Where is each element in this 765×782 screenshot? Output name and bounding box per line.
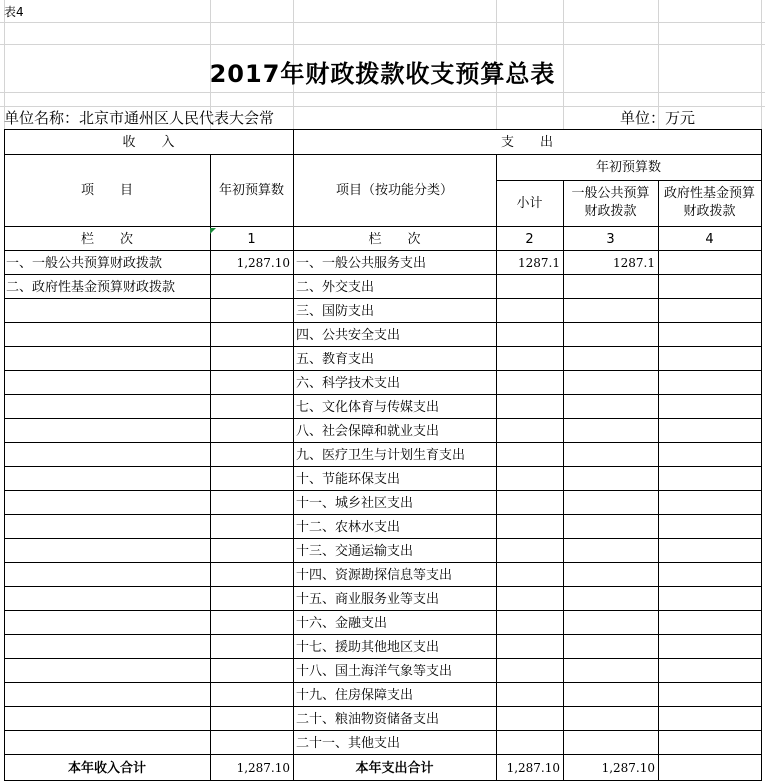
- expense-item-name: 八、社会保障和就业支出: [296, 423, 440, 439]
- expense-item-general: [563, 347, 658, 371]
- expense-total-general: 1,287.10: [601, 761, 655, 775]
- expense-item-general: [563, 275, 658, 299]
- sheet-gridline: [0, 106, 765, 107]
- expense-item-name: 十四、资源勘探信息等支出: [296, 567, 453, 583]
- expense-item-name: 十二、农林水支出: [296, 519, 401, 535]
- expense-item-name: 十五、商业服务业等支出: [296, 591, 440, 607]
- expense-item-name: 十七、援助其他地区支出: [296, 639, 440, 655]
- column-index-1: 1: [247, 231, 256, 247]
- expense-item-fund: [658, 419, 761, 443]
- expense-item-subtotal: [496, 539, 563, 563]
- expense-item-fund: [658, 467, 761, 491]
- expense-item-general: [563, 659, 658, 683]
- expense-item-subtotal: [496, 611, 563, 635]
- table-border: [4, 780, 762, 781]
- expense-item-name: 二十一、其他支出: [296, 735, 401, 751]
- expense-item-general: [563, 539, 658, 563]
- general-budget-header: 一般公共预算财政拨款: [571, 186, 650, 219]
- expense-item-name: 六、科学技术支出: [296, 375, 401, 391]
- expense-item-subtotal: [496, 635, 563, 659]
- income-item-value: [210, 275, 293, 299]
- column-index-4: 4: [705, 231, 714, 247]
- expense-item-fund: [658, 323, 761, 347]
- expense-item-subtotal: [496, 731, 563, 755]
- expense-total-label: 本年支出合计: [355, 760, 434, 776]
- income-total-value: 1,287.10: [236, 761, 290, 775]
- expense-item-name: 二十、粮油物资储备支出: [296, 711, 440, 727]
- expense-item-fund: [658, 659, 761, 683]
- expense-item-subtotal: [496, 683, 563, 707]
- expense-item-general: [563, 635, 658, 659]
- expense-item-name: 十六、金融支出: [296, 615, 388, 631]
- expense-item-name: 九、医疗卫生与计划生育支出: [296, 447, 466, 463]
- expense-item-fund: [658, 371, 761, 395]
- expense-total-subtotal: 1,287.10: [506, 761, 560, 775]
- expense-item-name: 四、公共安全支出: [296, 327, 401, 343]
- sheet-gridline: [0, 44, 765, 45]
- expense-item-general: [563, 323, 658, 347]
- expense-item-fund: [658, 611, 761, 635]
- expense-item-general: [563, 611, 658, 635]
- expense-item-subtotal: [496, 323, 563, 347]
- income-total-label: 本年收入合计: [67, 760, 146, 776]
- expense-item-fund: [658, 707, 761, 731]
- page-title: 2017年财政拨款收支预算总表: [209, 60, 556, 88]
- table-border: [761, 129, 762, 781]
- expense-item-fund: [658, 443, 761, 467]
- expense-item-fund: [658, 251, 761, 275]
- expense-item-general: [563, 299, 658, 323]
- sheet-gridline: [0, 92, 765, 93]
- income-item-value: 1,287.10: [236, 256, 290, 270]
- expense-item-name: 十三、交通运输支出: [296, 543, 414, 559]
- expense-item-subtotal: [496, 707, 563, 731]
- expense-item-subtotal: [496, 467, 563, 491]
- expense-item-fund: [658, 347, 761, 371]
- expense-item-fund: [658, 395, 761, 419]
- func-item-header: 项目（按功能分类）: [335, 182, 453, 198]
- expense-item-fund: [658, 731, 761, 755]
- expense-item-subtotal: [496, 491, 563, 515]
- unit-name: 单位名称：北京市通州区人民代表大会常: [4, 108, 275, 127]
- expense-item-name: 十八、国土海洋气象等支出: [296, 663, 453, 679]
- expense-item-fund: [658, 275, 761, 299]
- expense-item-name: 一、一般公共服务支出: [296, 255, 427, 271]
- expense-item-name: 三、国防支出: [296, 303, 375, 319]
- expense-item-general: [563, 443, 658, 467]
- expense-item-subtotal: 1287.1: [518, 256, 560, 270]
- expense-item-subtotal: [496, 563, 563, 587]
- expense-item-fund: [658, 299, 761, 323]
- expense-total-fund: [658, 756, 761, 780]
- expense-item-general: [563, 395, 658, 419]
- expense-item-name: 二、外交支出: [296, 279, 375, 295]
- expense-item-general: [563, 707, 658, 731]
- expense-item-general: [563, 515, 658, 539]
- annual-budget-group-header: 年初预算数: [595, 159, 661, 175]
- expense-item-name: 七、文化体育与传媒支出: [296, 399, 440, 415]
- expense-item-general: [563, 731, 658, 755]
- income-item-name: 一、一般公共预算财政拨款: [6, 255, 163, 271]
- expense-item-name: 十一、城乡社区支出: [296, 495, 414, 511]
- expense-item-fund: [658, 683, 761, 707]
- column-index-label: 栏 次: [80, 231, 133, 247]
- fund-budget-header: 政府性基金预算财政拨款: [663, 186, 755, 219]
- expense-item-name: 十九、住房保障支出: [296, 687, 414, 703]
- expense-item-general: [563, 467, 658, 491]
- item-header: 项 目: [80, 182, 133, 198]
- expense-item-subtotal: [496, 515, 563, 539]
- income-item-name: 二、政府性基金预算财政拨款: [6, 279, 176, 295]
- column-index-label: 栏 次: [368, 231, 421, 247]
- expense-item-fund: [658, 515, 761, 539]
- expense-item-general: 1287.1: [613, 256, 655, 270]
- expense-item-subtotal: [496, 371, 563, 395]
- column-index-2: 2: [525, 231, 534, 247]
- expense-item-subtotal: [496, 347, 563, 371]
- expense-item-general: [563, 563, 658, 587]
- subtotal-header: 小计: [516, 195, 543, 211]
- income-header: 收 入: [122, 134, 175, 150]
- annual-budget-header: 年初预算数: [218, 182, 284, 198]
- expense-item-name: 十、节能环保支出: [296, 471, 401, 487]
- expense-item-fund: [658, 635, 761, 659]
- expense-item-fund: [658, 539, 761, 563]
- expense-item-subtotal: [496, 443, 563, 467]
- expense-item-general: [563, 419, 658, 443]
- expense-item-subtotal: [496, 395, 563, 419]
- cell-comment-marker: [210, 228, 216, 234]
- expense-item-general: [563, 491, 658, 515]
- expense-item-name: 五、教育支出: [296, 351, 375, 367]
- sheet-gridline: [0, 22, 765, 23]
- expense-item-general: [563, 683, 658, 707]
- expense-item-fund: [658, 491, 761, 515]
- expense-item-subtotal: [496, 419, 563, 443]
- unit-label: 单位：万元: [620, 108, 696, 127]
- sheet-label: 表4: [4, 5, 24, 19]
- expense-item-fund: [658, 563, 761, 587]
- expense-item-subtotal: [496, 299, 563, 323]
- expense-item-subtotal: [496, 587, 563, 611]
- column-index-3: 3: [606, 231, 615, 247]
- expense-header: 支 出: [500, 134, 553, 150]
- expense-item-fund: [658, 587, 761, 611]
- expense-item-general: [563, 587, 658, 611]
- expense-item-subtotal: [496, 275, 563, 299]
- expense-item-general: [563, 371, 658, 395]
- expense-item-subtotal: [496, 659, 563, 683]
